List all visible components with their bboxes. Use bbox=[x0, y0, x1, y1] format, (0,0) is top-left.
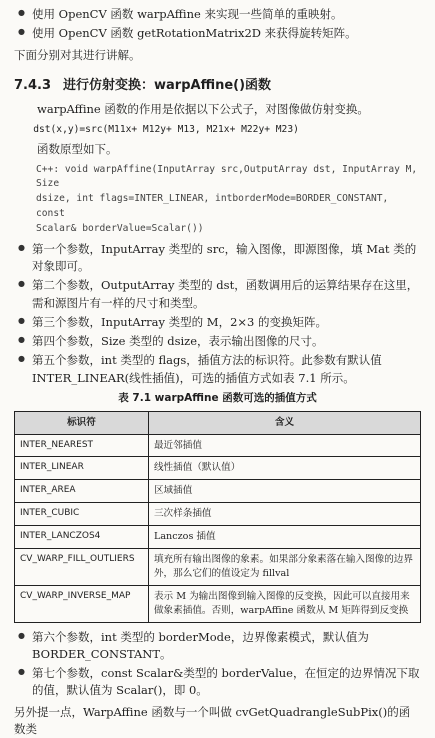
table-header-cell: 含义 bbox=[148, 411, 420, 434]
code-block bbox=[14, 163, 421, 237]
bullet-item: ● 第三个参数，InputArray 类型的 M，2×3 的变换矩阵。 bbox=[14, 314, 421, 331]
more-bullet-list bbox=[14, 629, 421, 700]
table-row bbox=[15, 434, 421, 457]
table-cell: CV_WARP_INVERSE_MAP bbox=[15, 585, 149, 622]
table-row bbox=[15, 480, 421, 503]
table-caption: 表 7.1 warpAffine 函数可选的插值方式 bbox=[118, 391, 317, 404]
bullet-item: ● 第五个参数，int 类型的 flags，插值方法的标识符。此参数有默认值 INTER_LINEAR(线性插值)，可选的插值方式如表 7.1 所示。 bbox=[14, 352, 421, 387]
table-cell: 填充所有输出图像的象素。如果部分象素落在输入图像的边界外，那么它们的值设定为 fillval bbox=[148, 549, 420, 586]
closing-text: 另外提一点，WarpAffine 函数与一个叫做 cvGetQuadrangleSubPix()的函数类 bbox=[14, 704, 411, 736]
code-line: C++: void warpAffine(InputArray src,OutputArray dst, InputArray M, Size bbox=[36, 163, 418, 190]
table-row bbox=[15, 585, 421, 622]
section-heading bbox=[14, 76, 421, 96]
description-text: warpAffine 函数的作用是依据以下公式子，对图像做仿射变换。 bbox=[37, 102, 369, 117]
table-cell: Lanczos 插值 bbox=[148, 526, 420, 549]
formula: dst(x,y)=src(M11x+ M12y+ M13, M21x+ M22y+ M23) bbox=[33, 123, 299, 135]
table-cell: 三次样条插值 bbox=[148, 503, 420, 526]
prototype-label: 函数原型如下。 bbox=[37, 142, 118, 157]
table-header-row bbox=[15, 411, 421, 434]
bullet-item: ● 使用 OpenCV 函数 warpAffine 来实现一些简单的重映射。 bbox=[14, 6, 421, 23]
intro-text: 下面分别对其进行讲解。 bbox=[14, 47, 141, 62]
table-cell: INTER_NEAREST bbox=[15, 434, 149, 457]
table-cell: INTER_LANCZOS4 bbox=[15, 526, 149, 549]
code-line: Scalar& borderValue=Scalar()) bbox=[36, 223, 204, 235]
table-cell: 区域插值 bbox=[148, 480, 420, 503]
table-row bbox=[15, 549, 421, 586]
bullet-item: ● 使用 OpenCV 函数 getRotationMatrix2D 来获得旋转矩阵。 bbox=[14, 25, 421, 42]
top-bullet-list bbox=[14, 6, 421, 43]
table-row bbox=[15, 457, 421, 480]
table-header-cell: 标识符 bbox=[15, 411, 149, 434]
table-cell: 线性插值（默认值） bbox=[148, 457, 420, 480]
table-cell: CV_WARP_FILL_OUTLIERS bbox=[15, 549, 149, 586]
table-cell: INTER_AREA bbox=[15, 480, 149, 503]
table-cell: INTER_LINEAR bbox=[15, 457, 149, 480]
param-bullet-list bbox=[14, 241, 421, 387]
bullet-item: ● 第二个参数，OutputArray 类型的 dst，函数调用后的运算结果存在这里，需和源图片有一样的尺寸和类型。 bbox=[14, 277, 421, 312]
bullet-item: ● 第七个参数，const Scalar&类型的 borderValue，在恒定的边界情况下取的值，默认值为 Scalar()，即 0。 bbox=[14, 665, 421, 700]
bullet-item: ● 第六个参数，int 类型的 borderMode，边界像素模式，默认值为 BORDER_CONSTANT。 bbox=[14, 629, 421, 664]
section-title: 进行仿射变换：warpAffine()函数 bbox=[63, 77, 272, 93]
table-cell: 表示 M 为输出图像到输入图像的反变换，因此可以直接用来做象素插值。否则，warpAffine 函数从 M 矩阵得到反变换 bbox=[148, 585, 420, 622]
table-cell: INTER_CUBIC bbox=[15, 503, 149, 526]
table-cell: 最近邻插值 bbox=[148, 434, 420, 457]
table-row bbox=[15, 526, 421, 549]
bullet-item: ● 第四个参数，Size 类型的 dsize，表示输出图像的尺寸。 bbox=[14, 333, 421, 350]
bullet-item: ● 第一个参数，InputArray 类型的 src，输入图像，即源图像，填 Mat 类的对象即可。 bbox=[14, 241, 421, 276]
table-row bbox=[15, 503, 421, 526]
interpolation-table bbox=[14, 411, 421, 623]
code-line: dsize, int flags=INTER_LINEAR, intborderMode=BORDER_CONSTANT, const bbox=[36, 193, 389, 220]
section-number: 7.4.3 bbox=[14, 77, 52, 93]
